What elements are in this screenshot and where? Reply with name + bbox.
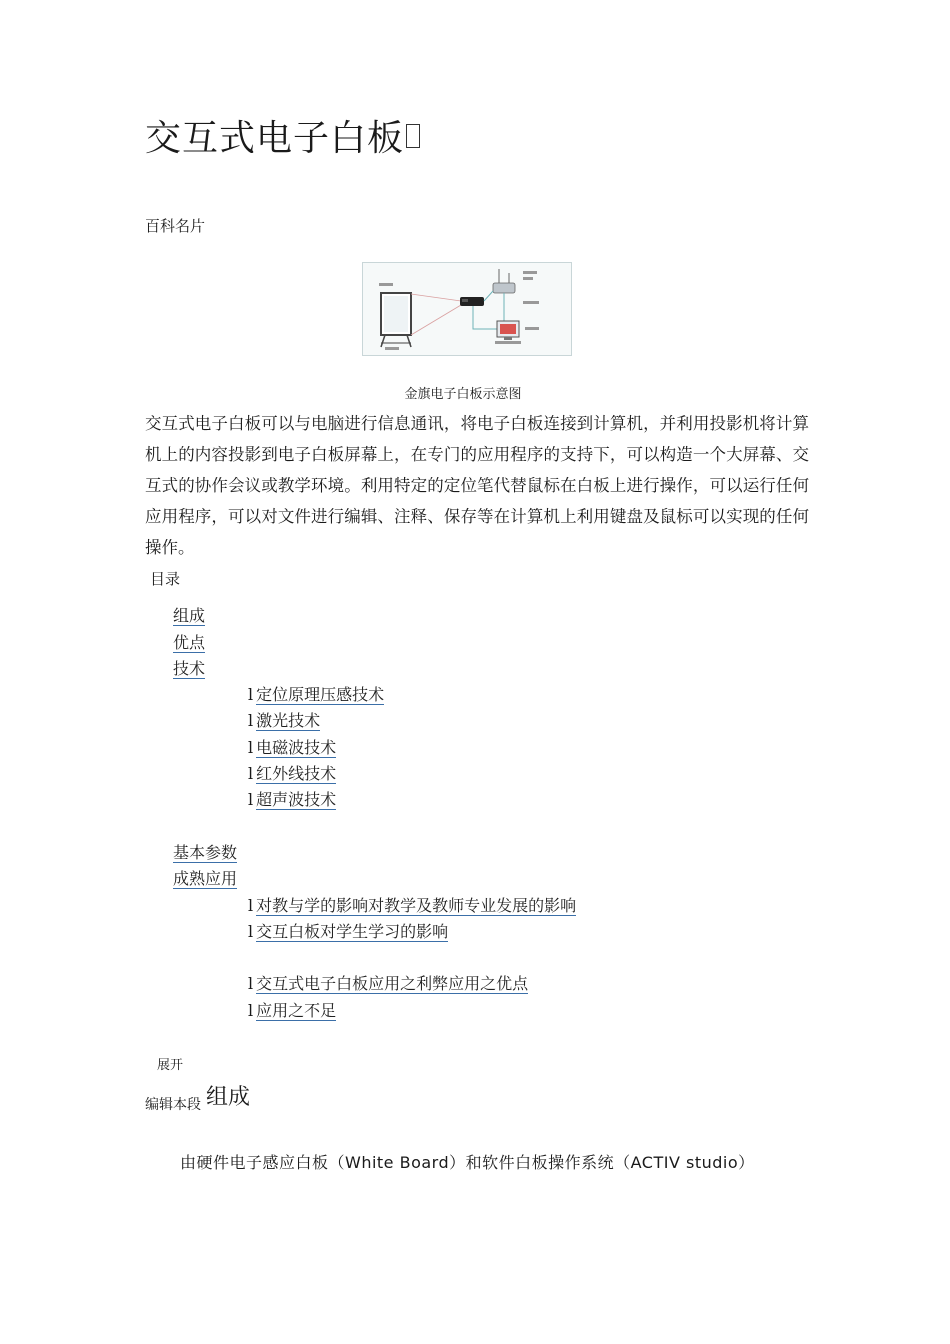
toc-link[interactable]: 组成 xyxy=(173,606,206,625)
toc-link[interactable]: 基本参数 xyxy=(173,843,238,862)
title-missing-glyph-icon xyxy=(406,124,420,148)
computer-tag-icon xyxy=(525,327,539,330)
toc-link[interactable]: 对教与学的影响对教学及教师专业发展的影响 xyxy=(256,896,577,915)
toc-link[interactable]: 红外线技术 xyxy=(256,764,337,783)
projection-beam-icon xyxy=(411,294,461,301)
toc-subitem[interactable] xyxy=(248,790,336,810)
toc-bullet: l xyxy=(248,922,254,941)
projector-icon xyxy=(460,297,484,306)
toc-bullet: l xyxy=(248,711,254,730)
edit-section-link[interactable]: 编辑本段 xyxy=(145,1097,201,1113)
section-paragraph: 由硬件电子感应白板（White Board）和软件白板操作系统（ACTIV studio） xyxy=(180,1153,755,1172)
toc-link[interactable]: 定位原理压感技术 xyxy=(256,685,385,704)
whiteboard-diagram-svg xyxy=(363,263,571,355)
toc-link[interactable]: 技术 xyxy=(173,659,206,678)
receiver-tag-icon xyxy=(523,277,533,280)
signal-tag-icon xyxy=(523,301,539,304)
toc-bullet: l xyxy=(248,896,254,915)
toc-link[interactable]: 优点 xyxy=(173,633,206,652)
cable-icon xyxy=(484,291,493,301)
toc-subitem[interactable] xyxy=(248,711,320,731)
toc-link[interactable]: 交互式电子白板应用之利弊应用之优点 xyxy=(256,974,529,993)
toc-bullet: l xyxy=(248,790,254,809)
intro-paragraph: 交互式电子白板可以与电脑进行信息通讯，将电子白板连接到计算机，并利用投影机将计算机上的内容投影到电子白板屏幕上，在专门的应用程序的支持下，可以构造一个大屏幕、交互式的协作会议或教学环境。利用特定的定位笔代替鼠标在白板上进行操作，可以运行任何应用程序，可以对文件进行编辑、注释、保存等在计算机上利用键盘及鼠标可以实现的任何操作。 xyxy=(145,414,809,557)
toc-item[interactable] xyxy=(173,869,237,889)
toc-subitem[interactable] xyxy=(248,896,576,916)
toc-title: 目录 xyxy=(150,570,181,588)
screen-tag-icon xyxy=(385,347,399,350)
section-heading: 组成 xyxy=(206,1085,251,1110)
receiver-icon xyxy=(493,269,515,293)
toc-item[interactable] xyxy=(173,633,205,653)
toc-bullet: l xyxy=(248,738,254,757)
toc-item[interactable] xyxy=(173,659,205,679)
whiteboard-diagram-image xyxy=(362,262,572,356)
page-title: 交互式电子白板 xyxy=(145,110,420,161)
toc-link[interactable]: 电磁波技术 xyxy=(256,738,337,757)
computer-icon xyxy=(495,321,521,344)
toc-subitem[interactable] xyxy=(248,1001,336,1021)
toc-link[interactable]: 激光技术 xyxy=(256,711,321,730)
card-label: 百科名片 xyxy=(145,217,206,235)
whiteboard-tag-icon xyxy=(379,283,393,286)
toc-link[interactable]: 交互白板对学生学习的影响 xyxy=(256,922,449,941)
expand-toc-button[interactable]: 展开 xyxy=(157,1058,184,1073)
toc-link[interactable]: 应用之不足 xyxy=(256,1001,337,1020)
toc-item[interactable] xyxy=(173,606,205,626)
toc-subitem[interactable] xyxy=(248,974,528,994)
toc-bullet: l xyxy=(248,764,254,783)
receiver-tag-icon xyxy=(523,271,537,274)
toc-bullet: l xyxy=(248,685,254,704)
toc-subitem[interactable] xyxy=(248,738,336,758)
toc-link[interactable]: 成熟应用 xyxy=(173,869,238,888)
toc-bullet: l xyxy=(248,1001,254,1020)
toc-link[interactable]: 超声波技术 xyxy=(256,790,337,809)
toc-subitem[interactable] xyxy=(248,764,336,784)
toc-subitem[interactable] xyxy=(248,685,384,705)
whiteboard-icon xyxy=(381,293,411,347)
toc-item[interactable] xyxy=(173,843,237,863)
projection-beam-icon xyxy=(411,305,461,335)
toc-bullet: l xyxy=(248,974,254,993)
toc-subitem[interactable] xyxy=(248,922,448,942)
figure-caption: 金旗电子白板示意图 xyxy=(404,387,522,402)
